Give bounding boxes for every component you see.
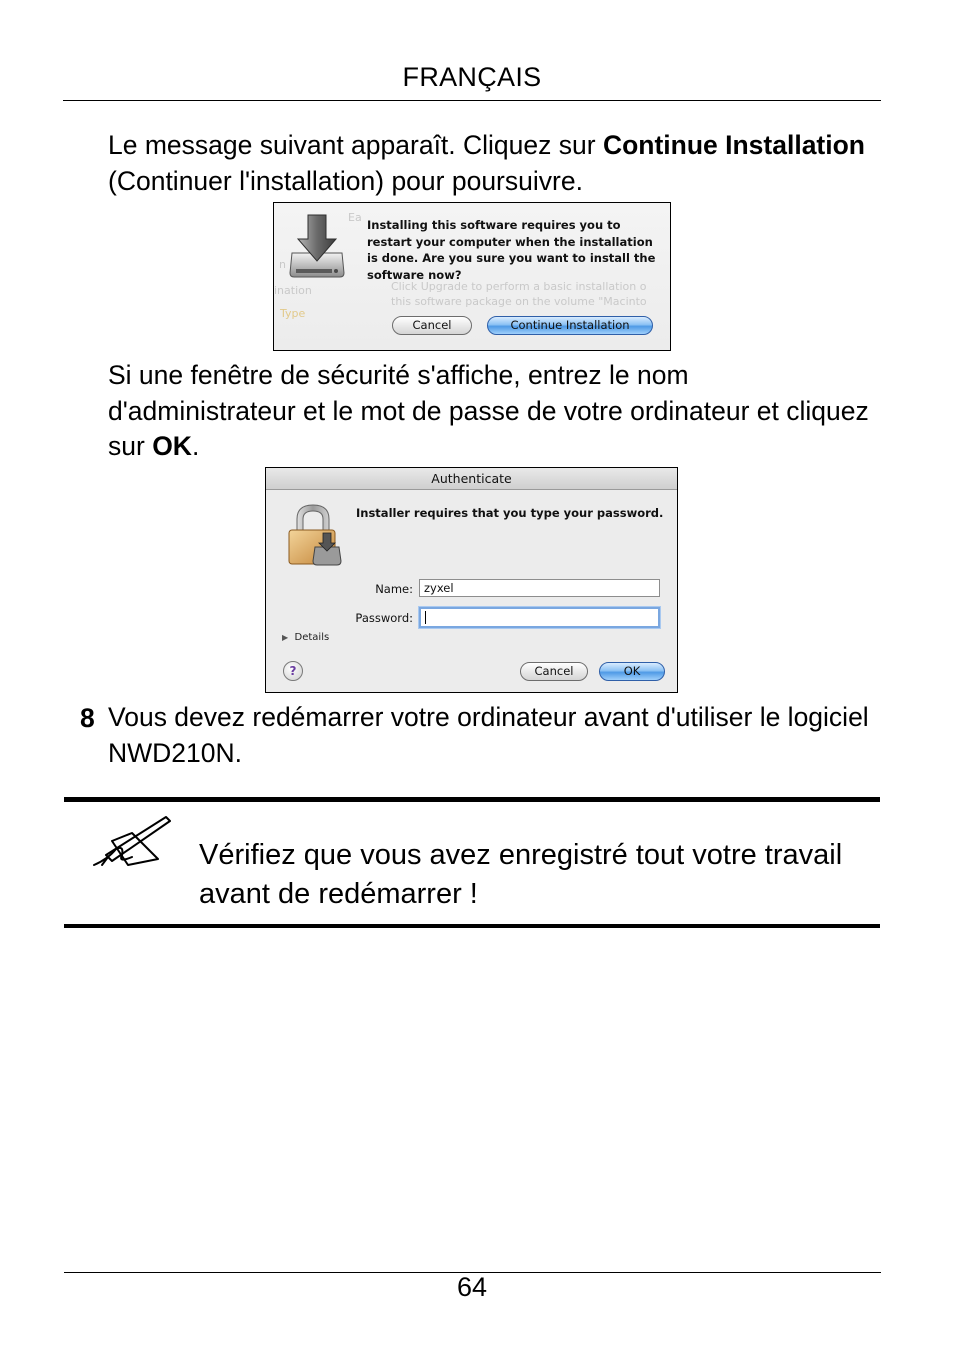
step-number: 8 bbox=[80, 703, 95, 733]
details-disclosure[interactable] bbox=[282, 632, 329, 643]
cancel-button[interactable]: Cancel bbox=[392, 316, 472, 335]
bg-text-3: ination bbox=[274, 284, 312, 297]
header-divider bbox=[63, 100, 881, 101]
bg-text-1: Ea bbox=[348, 211, 362, 224]
note-bottom-rule bbox=[64, 924, 880, 928]
intro-bold-term: Continue Installation bbox=[602, 130, 865, 160]
restart-message: Installing this software requires you to restart your computer when the installation is done. Are you sure you want to install the software now? bbox=[367, 218, 656, 282]
bg-text-4: Type bbox=[280, 307, 306, 320]
auth-cancel-button[interactable]: Cancel bbox=[520, 662, 588, 681]
intro-paragraph bbox=[108, 128, 878, 199]
restart-confirm-dialog bbox=[273, 202, 671, 351]
details-label: Details bbox=[294, 632, 330, 643]
step-text: Vous devez redémarrer votre ordinateur avant d'utiliser le logiciel NWD210N. bbox=[108, 702, 869, 768]
password-input[interactable] bbox=[419, 607, 660, 628]
bg-text-2: n bbox=[279, 258, 286, 271]
password-label: Password: bbox=[355, 611, 413, 625]
intro-text: Le message suivant apparaît. Cliquez sur bbox=[108, 130, 603, 160]
name-input[interactable]: zyxel bbox=[419, 579, 660, 597]
note-pen-icon bbox=[88, 815, 172, 869]
intro-text-after: (Continuer l'installation) pour poursuivre. bbox=[108, 165, 583, 196]
name-label: Name: bbox=[375, 582, 413, 596]
page-number: 64 bbox=[456, 1272, 488, 1302]
note-top-rule bbox=[64, 797, 880, 802]
text-caret bbox=[425, 611, 426, 624]
disclosure-triangle-icon: ▶ bbox=[282, 633, 289, 642]
page-header-title: FRANÇAIS bbox=[402, 62, 542, 92]
security-text: Si une fenêtre de sécurité s'affiche, entrez le nom d'administrateur et le mot de passe de votre ordinateur et cliquez sur bbox=[108, 360, 869, 461]
note-text: Vérifiez que vous avez enregistré tout votre travail avant de redémarrer ! bbox=[199, 839, 843, 910]
authenticate-dialog bbox=[265, 467, 678, 693]
bg-text-6: this software package on the volume "Macinto bbox=[391, 295, 647, 308]
auth-prompt: Installer requires that you type your password. bbox=[356, 506, 664, 520]
bg-text-5: Click Upgrade to perform a basic installation o bbox=[391, 280, 647, 293]
lock-icon bbox=[285, 503, 343, 567]
security-bold-term: OK bbox=[152, 431, 192, 461]
security-paragraph bbox=[108, 358, 878, 465]
help-button[interactable]: ? bbox=[283, 661, 303, 681]
continue-installation-button[interactable]: Continue Installation bbox=[487, 316, 653, 335]
security-text-after: . bbox=[191, 431, 200, 461]
disk-installer-icon bbox=[288, 213, 346, 279]
ok-button[interactable]: OK bbox=[599, 662, 665, 681]
dialog-title: Authenticate bbox=[266, 468, 677, 490]
